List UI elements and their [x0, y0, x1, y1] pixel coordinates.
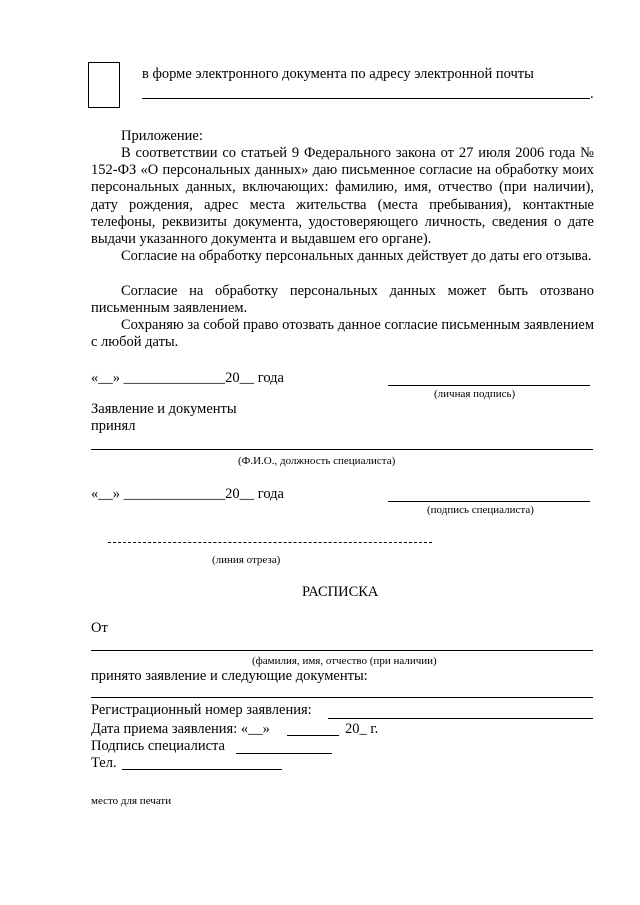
receipt-date-year: 20_ г. — [345, 721, 379, 737]
option-checkbox[interactable] — [88, 62, 120, 108]
receipt-date-label: Дата приема заявления: «__» — [91, 721, 270, 737]
email-underline — [142, 98, 590, 99]
receipt-date-month-line — [287, 735, 339, 736]
applicant-signature-caption: (личная подпись) — [434, 388, 516, 400]
receipt-title: РАСПИСКА — [302, 584, 379, 600]
email-underline-dot: . — [590, 86, 594, 102]
consent-paragraph-4: Сохраняю за собой право отозвать данное согласие письменным заявлением с любой даты. — [91, 317, 594, 351]
specialist-signature-line — [388, 501, 590, 502]
receipt-stamp-place: место для печати — [91, 795, 172, 807]
receipt-from-line — [91, 650, 593, 651]
received-by-line-1: Заявление и документы — [91, 401, 237, 417]
receipt-from-label: От — [91, 620, 108, 636]
appendix-heading: Приложение: — [121, 128, 203, 144]
applicant-signature-line — [388, 385, 590, 386]
receipt-accepted-documents: принято заявление и следующие документы: — [91, 668, 368, 684]
cut-line — [108, 542, 432, 543]
applicant-date-field: «__» ______________20__ года — [91, 370, 284, 386]
specialist-name-line — [91, 449, 593, 450]
receipt-phone-label: Тел. — [91, 755, 117, 771]
received-by-line-2: принял — [91, 418, 136, 434]
specialist-date-field: «__» ______________20__ года — [91, 486, 284, 502]
receipt-specialist-signature-label: Подпись специалиста — [91, 738, 225, 754]
cut-line-caption: (линия отреза) — [212, 554, 281, 566]
receipt-reg-number-line — [328, 718, 593, 719]
receipt-specialist-signature-line — [236, 753, 332, 754]
consent-paragraph-1: В соответствии со статьей 9 Федерального закона от 27 июля 2006 года № 152-ФЗ «О персональных данных» даю письменное согласие на обработку моих персональных данных, включающих: фамилию, имя, отчество (при наличии), дату рождения, адрес места жительства (места пребывания), контактные телефоны, реквизиты документа, удостоверяющего личность, сведения о дате выдачи указанного документа и выдавшем его органе). — [91, 145, 594, 248]
specialist-name-caption: (Ф.И.О., должность специалиста) — [238, 455, 396, 467]
receipt-phone-line — [122, 769, 282, 770]
consent-paragraph-2: Согласие на обработку персональных данных действует до даты его отзыва. — [121, 248, 592, 264]
specialist-signature-caption: (подпись специалиста) — [427, 504, 534, 516]
option-email-text: в форме электронного документа по адресу электронной почты — [142, 66, 534, 82]
receipt-reg-number-label: Регистрационный номер заявления: — [91, 702, 312, 718]
receipt-documents-line — [91, 697, 593, 698]
consent-paragraph-3: Согласие на обработку персональных данных может быть отозвано письменным заявлением. — [91, 283, 594, 317]
receipt-from-caption: (фамилия, имя, отчество (при наличии) — [252, 655, 437, 667]
